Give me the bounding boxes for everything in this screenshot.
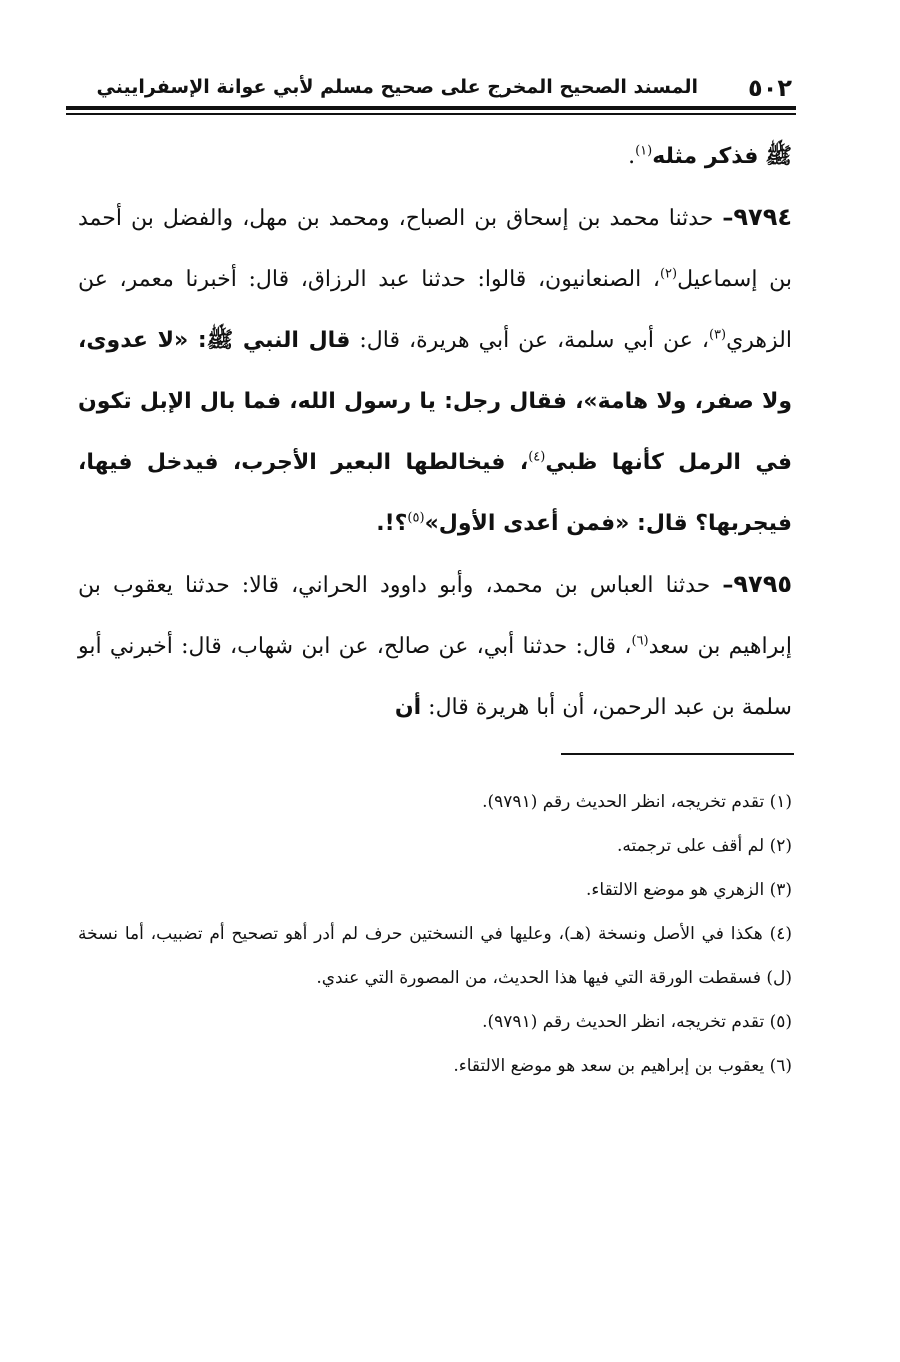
salutation-glyph: ﷺ [765, 144, 792, 169]
footnote-ref-4: (٤) [528, 449, 546, 465]
intro-end: . [628, 144, 636, 169]
running-header [66, 68, 794, 108]
header-rule-thick [66, 106, 796, 110]
matn-start: أن [394, 695, 422, 720]
isnad-text: ، قال: حدثنا أبي، عن صالح، عن ابن شهاب، قال: أخبرني أبو سلمة بن عبد الرحمن، أن أبا هريرة قال: [78, 634, 792, 720]
footnote-ref-5: (٥) [407, 510, 425, 526]
footnote-ref-6: (٦) [631, 633, 649, 649]
matn-text: قال النبي ﷺ: «لا عدوى، ولا صفر، ولا هامة»، فقال رجل: يا رسول الله، فما بال الإبل تكون في الرمل كأنها ظبي [78, 328, 792, 475]
page-number: ٥٠٢ [748, 74, 792, 102]
isnad-text: حدثنا محمد بن إسحاق بن الصباح، ومحمد بن مهل، والفضل بن أحمد بن إسماعيل [78, 206, 792, 292]
footnote-6: (٦) يعقوب بن إبراهيم بن سعد هو موضع الالتقاء. [453, 1056, 792, 1076]
book-title: المسند الصحيح المخرج على صحيح مسلم لأبي عوانة الإسفراييني [96, 76, 698, 98]
intro-line [78, 126, 792, 187]
hadith-9794 [78, 187, 792, 554]
isnad-text: ، عن أبي سلمة، عن أبي هريرة، قال: [359, 328, 709, 353]
hadith-number: ٩٧٩٥ [733, 570, 792, 598]
footnote-ref-3: (٣) [708, 327, 727, 343]
footnote-3: (٣) الزهري هو موضع الالتقاء. [586, 880, 792, 900]
footnote-ref-2: (٢) [659, 266, 678, 282]
matn-text: ، فيخالطها البعير الأجرب، فيدخل فيها، فيجربها؟ قال: «فمن أعدى الأول» [78, 450, 792, 536]
footnote-2: (٢) لم أقف على ترجمته. [616, 836, 792, 856]
intro-text: فذكر مثله [652, 144, 759, 169]
footnotes [78, 780, 792, 1088]
hadith-dash: – [722, 573, 734, 598]
header-rule-thin [66, 113, 796, 115]
main-text [78, 126, 792, 738]
footnote-4: (٤) هكذا في الأصل ونسخة (هـ)، وعليها في النسختين حرف لم أدر أهو تصحيح أم تضبيب، أما نسخة (ل) فسقطت الورقة التي فيها هذا الحديث، من المصورة التي عندي. [78, 924, 792, 988]
footnote-5: (٥) تقدم تخريجه، انظر الحديث رقم (٩٧٩١). [482, 1012, 792, 1032]
hadith-9795 [78, 554, 792, 738]
isnad-text: حدثنا العباس بن محمد، وأبو داوود الحراني، قالا: حدثنا يعقوب بن إبراهيم بن سعد [78, 573, 792, 659]
footnote-1: (١) تقدم تخريجه، انظر الحديث رقم (٩٧٩١). [482, 792, 792, 812]
hadith-number: ٩٧٩٤ [733, 203, 792, 231]
matn-end: ؟!. [376, 511, 408, 536]
footnote-ref-1: (١) [635, 143, 653, 159]
hadith-dash: – [722, 206, 734, 231]
isnad-text: ، الصنعانيون، قالوا: حدثنا عبد الرزاق، قال: أخبرنا معمر، عن الزهري [78, 267, 792, 353]
footnote-separator [561, 753, 794, 755]
